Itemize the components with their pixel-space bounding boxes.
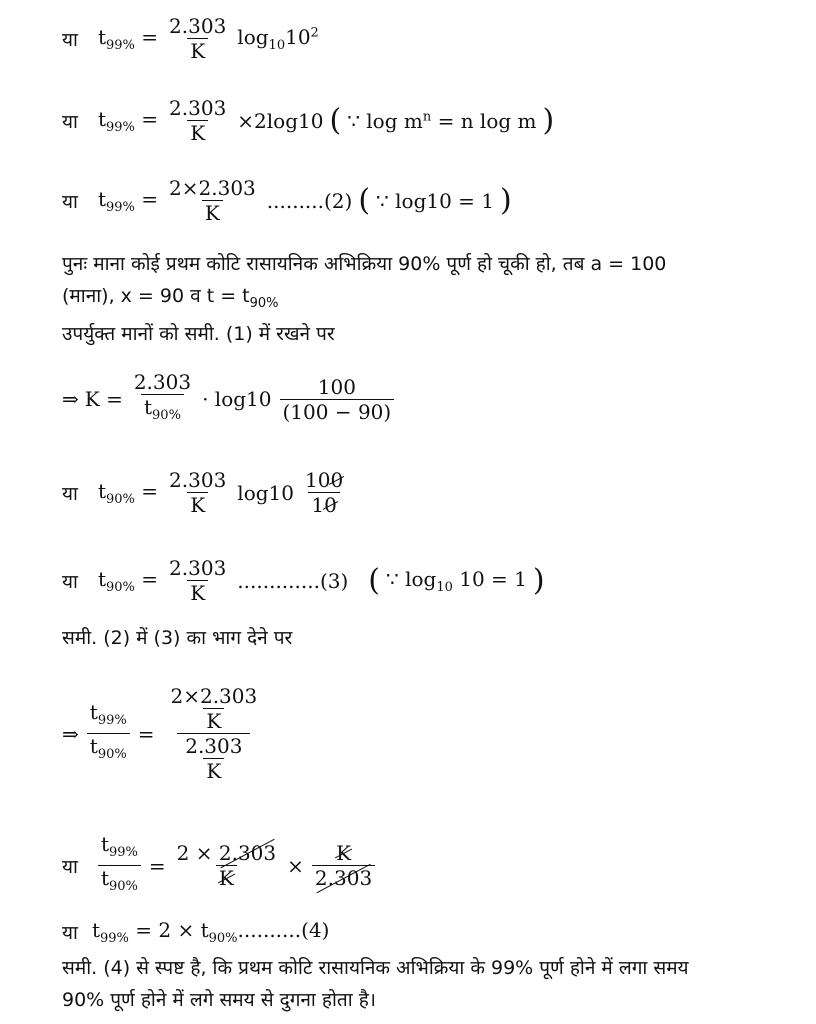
fraction: $\frac{2.303}{K}$ (169, 468, 227, 517)
equation-7: ⇒ $\frac{t_{99\%}}{t_{90\%}}$ = $\frac{\frac{2\times 2.303}{K}}{\frac{2.303}{K}}$ (62, 684, 267, 783)
fraction: $\frac{100}{(100 - 90)}$ (280, 375, 395, 424)
cancel-fraction: $\frac{K}{2.303}$ (312, 841, 375, 890)
equation-9: या $t_{99\%} = 2 \times t_{90\%}..........(4)$ (62, 918, 330, 946)
equation-8: या $\frac{t_{99\%}}{t_{90\%}}$ = $\frac{2 \times 2.303}{K}$ × $\frac{K}{2.303}$ (62, 832, 377, 899)
paragraph-3: समी. (2) में (3) का भाग देने पर (62, 627, 293, 649)
fraction: $\frac{t_{99\%}}{t_{90\%}}$ (98, 832, 141, 899)
complex-fraction: $\frac{\frac{2\times 2.303}{K}}{\frac{2.303}{K}}$ (170, 684, 258, 783)
fraction: $\frac{2.303}{K}$ (169, 556, 227, 605)
fraction: $\frac{2.303}{K}$ (169, 14, 227, 63)
equation-2: या $t_{99\%}$ = $\frac{2.303}{K}$ ×2log10 ( ∵ $\log m^n = n$ log m ) (62, 96, 555, 145)
cancel-fraction: $\frac{100}{10}$ (305, 468, 344, 517)
paragraph-4: समी. (4) से स्पष्ट है, कि प्रथम कोटि रासायनिक अभिक्रिया के 99% पूर्ण होने में लगा समय 90% पूर्ण होने में लगे समय से दुगना होता है। (62, 957, 689, 1011)
fraction: $\frac{2\times 2.303}{K}$ (169, 176, 256, 225)
cancel-fraction: $\frac{2 \times 2.303}{K}$ (176, 841, 277, 890)
paragraph-2: उपर्युक्त मानों को समी. (1) में रखने पर (62, 323, 335, 345)
ya-word: या (62, 28, 78, 51)
equation-3: या $t_{99\%}$ = $\frac{2\times 2.303}{K}$ .........(2) ( ∵ log10 = 1 ) (62, 176, 512, 225)
fraction: $\frac{2.303}{K}$ (169, 96, 227, 145)
equation-5: या $t_{90\%}$ = $\frac{2.303}{K}$ log10 $\frac{100}{10}$ (62, 468, 348, 517)
equation-1: या $t_{99\%}$ = $\frac{2.303}{K}$ $\log_{10}10^2$ (62, 14, 319, 63)
fraction: $\frac{t_{99\%}}{t_{90\%}}$ (87, 700, 130, 767)
paragraph-1: पुनः माना कोई प्रथम कोटि रासायनिक अभिक्रिया 90% पूर्ण हो चूकी हो, तब a = 100 (माना), x = 90 व $t = t_{90\%}$ (62, 253, 667, 311)
equation-6: या $t_{90\%}$ = $\frac{2.303}{K}$ .............(3) ( ∵ $\log_{10} 10 = 1$ ) (62, 556, 545, 605)
equation-4: ⇒ K = $\frac{2.303}{t_{90\%}}$ · log10 $\frac{100}{(100 - 90)}$ (62, 370, 396, 428)
fraction: $\frac{2.303}{t_{90\%}}$ (131, 370, 194, 428)
